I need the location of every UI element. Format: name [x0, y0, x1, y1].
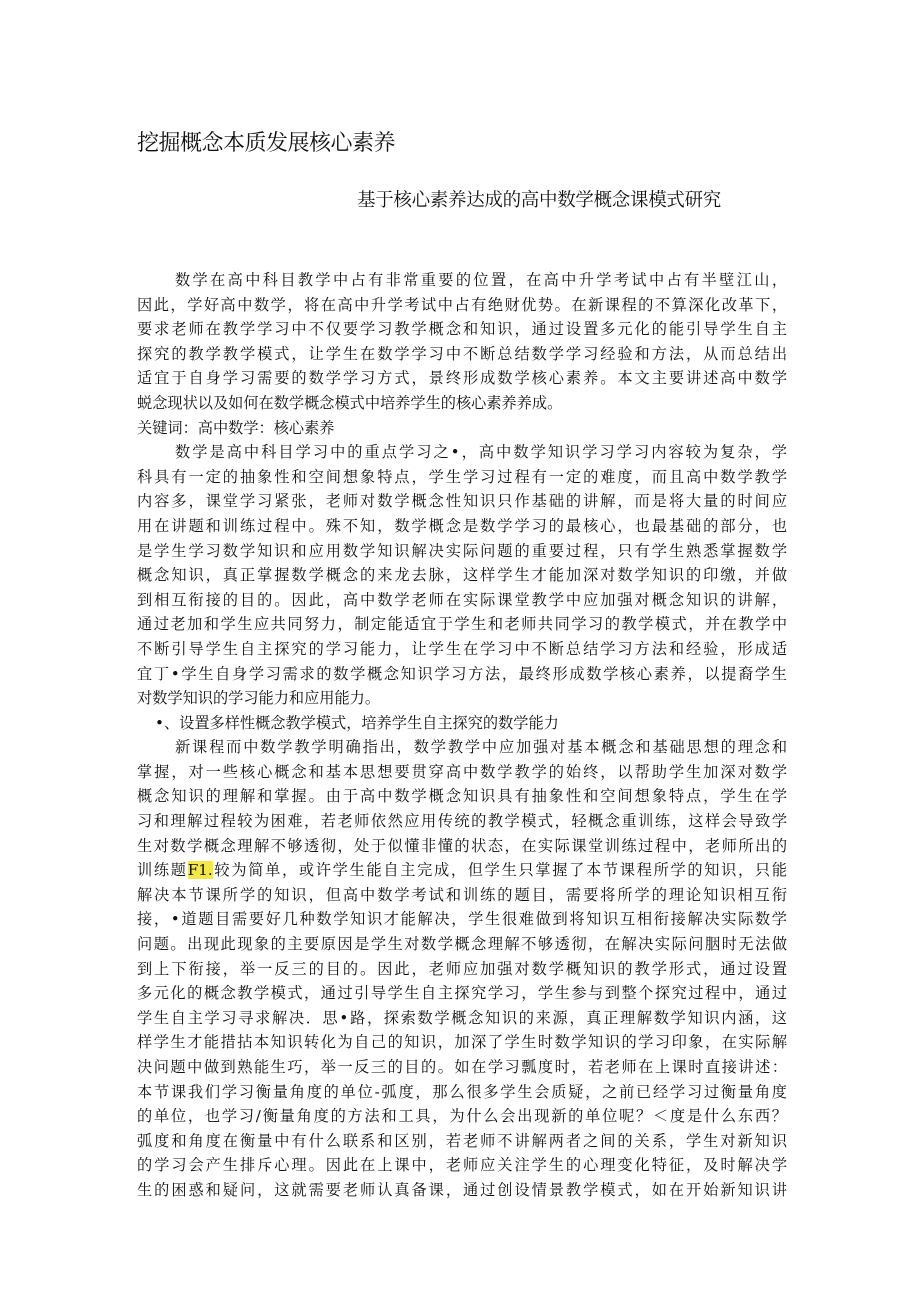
- text-line: 蜕念现状以及如何在数学概念模式中培养学生的核心素养养成。: [137, 393, 563, 412]
- text-line: 的单位，也学习/衡量角度的方法和工具，为什么会出现新的单位呢？＜度是什么东西？: [137, 1107, 787, 1126]
- text-line: 训练题F1.较为简单，或许学生能自主完成，但学生只掌握了本节课程所学的知识，只能: [137, 861, 787, 880]
- text-line: 概念知识，真正掌握数学概念的来龙去脉，这样学生才能加深对数学知识的印缴，并做: [137, 566, 787, 585]
- text-line: 要求老师在教学学习中不仅要学习教学概念和知识，通过设置多元化的能引导学生自主: [137, 320, 787, 339]
- text-line: 生对数学概念理解不够透彻，处于似懂非懂的状态，在实际课堂训练过程中，老师所出的: [137, 836, 787, 855]
- text-line: 掌握，对一些核心概念和基本思想要贯穿高中数学教学的始终，以帮助学生加深对数学: [137, 762, 787, 781]
- document-body: [137, 268, 787, 1203]
- text-line: 用在讲题和训练过程中。殊不知，数学概念是数学学习的最核心，也最基础的部分，也: [137, 516, 787, 535]
- highlighted-text: F1.: [187, 861, 213, 880]
- text-line: 宜丁•学生自身学习需求的数学概念知识学习方法，最终形成数学核心素养，以提裔学生: [137, 664, 787, 683]
- text-line: 科具有一定的抽象性和空间想象特点，学生学习过程有一定的难度，而且高中数学教学: [137, 467, 787, 486]
- text-line: 生的困惑和疑问，这就需要老师认真备课，通过创设情景教学模式，如在开始新知识讲: [137, 1180, 787, 1199]
- text-line: 数学是高中科目学习中的重点学习之•，高中数学知识学习学习内容较为复杂，学: [175, 443, 787, 462]
- text-line: 内容多，课堂学习紧张，老师对数学概念性知识只作基础的讲解，而是将大量的时间应: [137, 492, 787, 511]
- text-line: 适宜于自身学习需要的数学学习方式，景终形成数学核心素养。本文主要讲述高中数学: [137, 369, 787, 388]
- text-line: 接，•道题目需要好几种数学知识才能解决，学生很难做到将知识互相衔接解决实际数学: [137, 910, 787, 929]
- text-line: 本节课我们学习衡量角度的单位-弧度，那么很多学生会质疑，之前已经学习过衡量角度: [137, 1082, 787, 1101]
- text-line: 到相互衔接的目的。因此，高中数学老师在实际课堂教学中应加强对概念知识的讲解，: [137, 590, 787, 609]
- document-title: 挖掘概念本质发展核心素养: [137, 131, 396, 156]
- text-line: 是学生学习数学知识和应用数学知识解决实际问题的重要过程，只有学生熟悉掌握数学: [137, 541, 787, 560]
- text-line: 通过老加和学生应共同努力，制定能适宜于学生和老师共同学习的教学模式，并在教学中: [137, 615, 787, 634]
- text-line: 因此，学好高中数学，将在高中升学考试中占有绝财优势。在新课程的不算深化改革下，: [137, 295, 787, 314]
- text-line: 习和理解过程较为困难，若老师依然应用传统的教学模式，轻概念重训练，这样会导致学: [137, 812, 787, 831]
- text-line: 弧度和角度在衡量中有什么联系和区别，若老师不讲解两者之间的关系，学生对新知识: [137, 1131, 787, 1150]
- text-line: 决问题中做到熟能生巧，举一反三的目的。如在学习瓢度时，若老师在上课时直接讲述：: [137, 1058, 787, 1076]
- text-line: 对数学知识的学习能力和应用能力。: [137, 689, 380, 708]
- text-line: 探究的教学教学模式，让学生在数学学习中不断总结数学学习经验和方法，从而总结出: [137, 344, 787, 363]
- text-line: •、设置多样性概念教学模式，培养学生自主探究的数学能力: [155, 713, 559, 732]
- text-line: 问题。出现此现象的主要原因是学生对数学概念理解不够透彻，在解决实际问胭时无法做: [137, 935, 787, 954]
- text-line: 学生自主学习寻求解决．思•路，探索数学概念知识的来源，真正理解数学知识内涵，这: [137, 1008, 787, 1027]
- text-line: 样学生才能措拈本知识转化为自己的知识，加深了学生时数学知识的学习印象，在实际解: [137, 1033, 787, 1052]
- text-line: 到上下衔接，举一反三的目的。因此，老师应加强对数学概知识的教学形式，通过设置: [137, 959, 787, 978]
- text-line: 概念知识的理解和掌握。由于高中数学概念知识具有抽象性和空间想象特点，学生在学: [137, 787, 787, 806]
- text-line: 新课程而中数学教学明确指出，数学教学中应加强对基本概念和基础思想的理念和: [175, 738, 787, 757]
- text-line: 数学在高中科目教学中占有非常重要的位置，在高中升学考试中占有半壁江山，: [175, 271, 787, 289]
- document-subtitle: 基于核心素养达成的高中数学概念课模式研究: [357, 190, 722, 211]
- text-line: 不断引导学生自主探究的学习能力，让学生在学习中不断总结学习方法和经验，形成适: [137, 639, 787, 658]
- text-line: 的学习会产生排斥心理。因此在上课中，老师应关注学生的心理变化特征，及时解决学: [137, 1156, 787, 1175]
- text-line: 关键词：高中数学：核心素养: [137, 418, 335, 437]
- text-line: 多元化的概念教学模式，通过引导学生自主探究学习，学生参与到整个探究过程中，通过: [137, 984, 787, 1003]
- text-line: 解决本节课所学的知识，但高中数学考试和训练的题目，需要将所学的理论知识相互衔: [137, 885, 787, 904]
